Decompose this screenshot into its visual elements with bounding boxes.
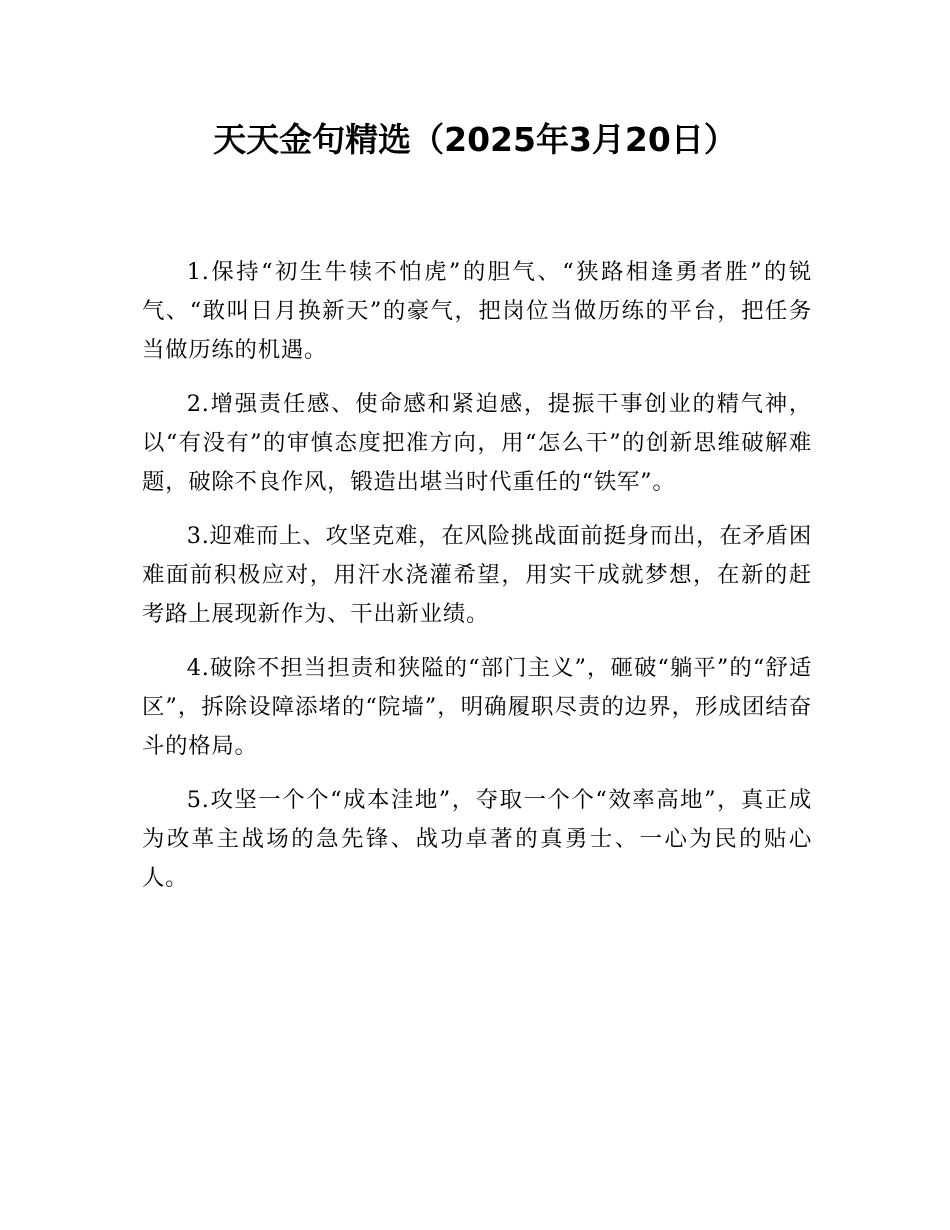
paragraph-4: 4.破除不担当担责和狭隘的“部门主义”，砸破“躺平”的“舒适区”，拆除设障添堵的“院墙”，明确履职尽责的边界，形成团结奋斗的格局。 <box>142 655 812 759</box>
page-title: 天天金句精选（2025年3月20日） <box>213 120 737 159</box>
paragraph-2: 2.增强责任感、使命感和紧迫感，提振干事创业的精气神，以“有没有”的审慎态度把准方向，用“怎么干”的创新思维破解难题，破除不良作风，锻造出堪当时代重任的“铁军”。 <box>142 391 812 495</box>
paragraph-5: 5.攻坚一个个“成本洼地”，夺取一个个“效率高地”，真正成为改革主战场的急先锋、战功卓著的真勇士、一心为民的贴心人。 <box>142 787 812 891</box>
document-body <box>142 253 812 913</box>
paragraph-1: 1.保持“初生牛犊不怕虎”的胆气、“狭路相逢勇者胜”的锐气、“敢叫日月换新天”的豪气，把岗位当做历练的平台，把任务当做历练的机遇。 <box>142 259 812 363</box>
paragraph-3: 3.迎难而上、攻坚克难，在风险挑战面前挺身而出，在矛盾困难面前积极应对，用汗水浇灌希望，用实干成就梦想，在新的赶考路上展现新作为、干出新业绩。 <box>142 523 812 627</box>
